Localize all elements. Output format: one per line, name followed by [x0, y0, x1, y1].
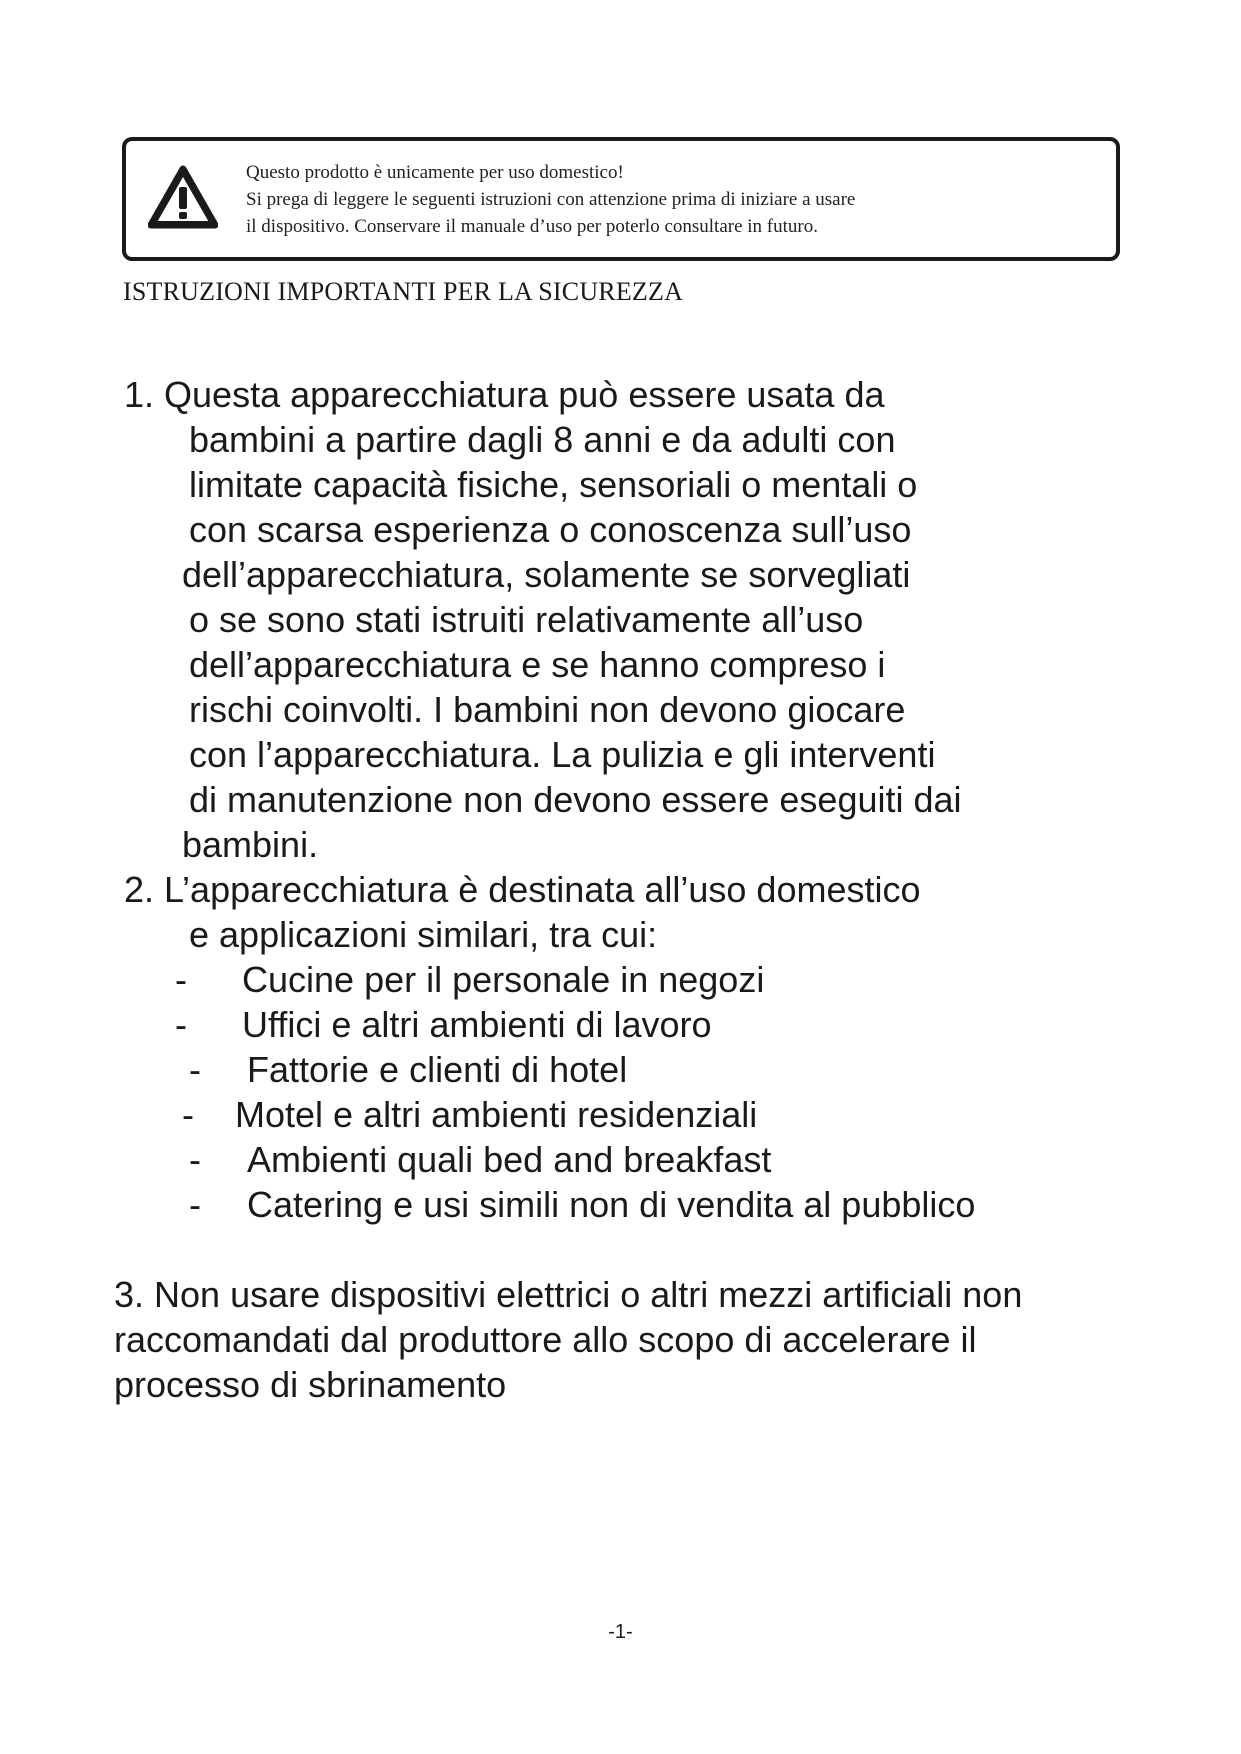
item1-line: limitate capacità fisiche, sensoriali o mentali o — [189, 464, 918, 505]
bullet-item: Ambienti quali bed and breakfast — [247, 1139, 772, 1180]
item2-line: e applicazioni similari, tra cui: — [189, 914, 658, 955]
item1-line: di manutenzione non devono essere eseguiti dai — [189, 779, 962, 820]
bullet-dash: - — [189, 1049, 201, 1090]
item3-line: processo di sbrinamento — [114, 1364, 507, 1405]
bullet-item: Uffici e altri ambienti di lavoro — [242, 1004, 712, 1045]
bullet-dash: - — [182, 1094, 194, 1135]
section-title: ISTRUZIONI IMPORTANTI PER LA SICUREZZA — [123, 277, 684, 306]
item1-line: dell’apparecchiatura e se hanno compreso i — [189, 644, 886, 685]
bullet-dash: - — [175, 1004, 187, 1045]
item2-line: 2. L’apparecchiatura è destinata all’uso domestico — [124, 869, 921, 910]
bullet-item: Cucine per il personale in negozi — [242, 959, 765, 1000]
bullet-dash: - — [189, 1184, 201, 1225]
item1-line: bambini a partire dagli 8 anni e da adulti con — [189, 419, 896, 460]
item1-line: bambini. — [182, 824, 319, 865]
item1-line: dell’apparecchiatura, solamente se sorvegliati — [182, 554, 911, 595]
warning-line: Questo prodotto è unicamente per uso domestico! — [246, 162, 624, 183]
bullet-item: Catering e usi simili non di vendita al pubblico — [247, 1184, 976, 1225]
bullet-dash: - — [175, 959, 187, 1000]
page-number: -1- — [608, 1621, 633, 1643]
item1-line: con scarsa esperienza o conoscenza sull’uso — [189, 509, 912, 550]
item1-line: 1. Questa apparecchiatura può essere usata da — [124, 374, 885, 415]
warning-line: il dispositivo. Conservare il manuale d’uso per poterlo consultare in futuro. — [246, 216, 818, 237]
bullet-dash: - — [189, 1139, 201, 1180]
item1-line: o se sono stati istruiti relativamente all’uso — [189, 599, 864, 640]
bullet-item: Motel e altri ambienti residenziali — [235, 1094, 758, 1135]
bullet-item: Fattorie e clienti di hotel — [247, 1049, 628, 1090]
item3-line: raccomandati dal produttore allo scopo di accelerare il — [114, 1319, 977, 1360]
warning-box — [122, 137, 1120, 261]
item1-line: con l’apparecchiatura. La pulizia e gli interventi — [189, 734, 936, 775]
item1-line: rischi coinvolti. I bambini non devono giocare — [189, 689, 906, 730]
warning-text — [246, 159, 855, 240]
item3-line: 3. Non usare dispositivi elettrici o altri mezzi artificiali non — [114, 1274, 1023, 1315]
warning-line: Si prega di leggere le seguenti istruzioni con attenzione prima di iniziare a usare — [246, 189, 856, 210]
warning-triangle-icon — [148, 165, 218, 229]
